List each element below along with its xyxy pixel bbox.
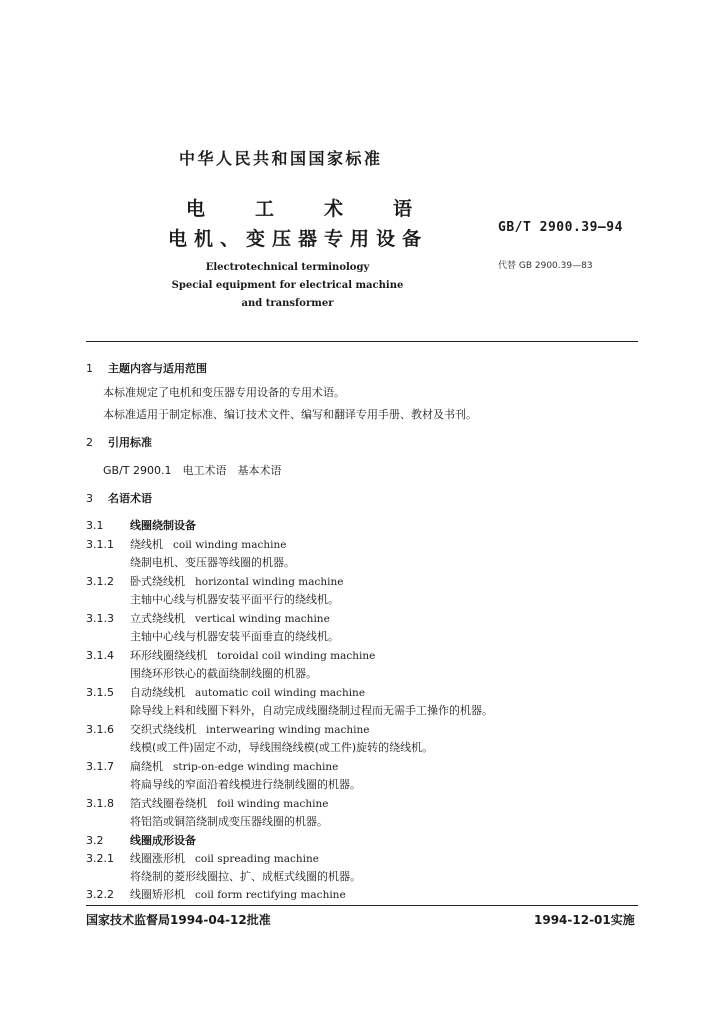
term-number: 3.1.6: [86, 723, 114, 736]
term-definition: 主轴中心线与机器安装平面平行的绕线机。: [130, 593, 339, 606]
title-char: 电: [186, 198, 206, 220]
term-en: toroidal coil winding machine: [217, 650, 376, 662]
main-title-line1: [186, 194, 412, 221]
term-definition: 除导线上料和线圈下料外，自动完成线圈绕制过程而无需手工操作的机器。: [130, 704, 493, 717]
term-zh: 环形线圈绕线机: [130, 649, 207, 662]
section-title: 引用标准: [108, 436, 152, 449]
term-zh: 线圈矫形机: [130, 888, 185, 901]
title-char: 工: [255, 198, 275, 220]
term-definition: 主轴中心线与机器安装平面垂直的绕线机。: [130, 630, 339, 643]
term-en: horizontal winding machine: [195, 576, 344, 588]
term-en: coil spreading machine: [195, 853, 319, 865]
section-number: 3: [86, 492, 93, 505]
term-entry: [86, 886, 346, 904]
subsection-number: 3.1: [86, 519, 104, 532]
term-number: 3.1.7: [86, 760, 114, 773]
section-heading: [86, 490, 152, 508]
term-entry: [86, 610, 330, 628]
subsection-heading: [86, 517, 196, 535]
title-char: 术: [324, 198, 344, 220]
term-definition: 围绕环形铁心的截面绕制线圈的机器。: [130, 667, 317, 680]
term-en: strip-on-edge winding machine: [173, 761, 339, 773]
term-zh: 绕线机: [130, 538, 163, 551]
section-number: 2: [86, 436, 93, 449]
section-title: 名语术语: [108, 492, 152, 505]
term-zh: 自动绕线机: [130, 686, 185, 699]
term-definition: 将铝箔或铜箔绕制成变压器线圈的机器。: [130, 815, 328, 828]
section-number: 1: [86, 362, 93, 375]
term-zh: 扁绕机: [130, 760, 163, 773]
term-en: coil form rectifying machine: [195, 889, 346, 901]
standard-title: 中华人民共和国国家标准: [179, 149, 383, 168]
subsection-heading: [86, 832, 196, 850]
term-number: 3.2.2: [86, 888, 114, 901]
term-entry: [86, 573, 343, 591]
term-definition: 将扁导线的窄面沿着线模进行绕制线圈的机器。: [130, 778, 361, 791]
paragraph: 本标准适用于制定标准、编订技术文件、编写和翻译专用手册、教材及书刊。: [103, 408, 477, 421]
term-zh: 交织式绕线机: [130, 723, 196, 736]
implementation-date: 1994-12-01实施: [534, 913, 635, 927]
paragraph: 本标准规定了电机和变压器专用设备的专用术语。: [103, 386, 345, 399]
term-number: 3.1.3: [86, 612, 114, 625]
section-heading: [86, 360, 207, 378]
section-title: 主题内容与适用范围: [108, 362, 207, 375]
term-zh: 卧式绕线机: [130, 575, 185, 588]
english-title-line: Electrotechnical terminology: [205, 262, 370, 273]
term-entry: [86, 721, 369, 739]
subsection-number: 3.2: [86, 834, 104, 847]
term-definition: 线模(或工件)固定不动，导线围绕线模(或工件)旋转的绕线机。: [130, 741, 434, 754]
header-divider: [86, 341, 638, 342]
term-entry: [86, 536, 286, 554]
subsection-title: 线圈绕制设备: [130, 519, 196, 532]
english-title: [150, 259, 425, 313]
term-number: 3.1.5: [86, 686, 114, 699]
term-entry: [86, 647, 375, 665]
english-title-line: Special equipment for electrical machine: [171, 280, 404, 291]
term-zh: 箔式线圈卷绕机: [130, 797, 207, 810]
main-title-line2: 电机、变压器专用设备: [168, 228, 429, 250]
english-title-line: and transformer: [241, 298, 334, 309]
replaces-note: 代替 GB 2900.39—83: [498, 261, 593, 271]
term-number: 3.1.1: [86, 538, 114, 551]
term-definition: 将绕制的菱形线圈拉、扩、成框式线圈的机器。: [130, 870, 361, 883]
approval-note: 国家技术监督局1994-04-12批准: [86, 913, 271, 927]
standard-code: GB/T 2900.39—94: [498, 220, 623, 235]
footer-divider: [86, 905, 638, 906]
term-en: coil winding machine: [173, 539, 287, 551]
term-en: foil winding machine: [217, 798, 329, 810]
subsection-title: 线圈成形设备: [130, 834, 196, 847]
term-definition: 绕制电机、变压器等线圈的机器。: [130, 556, 295, 569]
term-number: 3.1.2: [86, 575, 114, 588]
term-entry: [86, 758, 338, 776]
term-number: 3.2.1: [86, 852, 114, 865]
term-zh: 立式绕线机: [130, 612, 185, 625]
title-char: 语: [393, 198, 413, 220]
term-en: automatic coil winding machine: [195, 687, 366, 699]
term-en: interwearing winding machine: [206, 724, 370, 736]
term-entry: [86, 850, 319, 868]
term-number: 3.1.8: [86, 797, 114, 810]
term-entry: [86, 795, 328, 813]
term-number: 3.1.4: [86, 649, 114, 662]
term-zh: 线圈涨形机: [130, 852, 185, 865]
term-entry: [86, 684, 365, 702]
section-heading: [86, 434, 152, 452]
term-en: vertical winding machine: [195, 613, 330, 625]
reference-item: GB/T 2900.1 电工术语 基本术语: [103, 464, 282, 477]
